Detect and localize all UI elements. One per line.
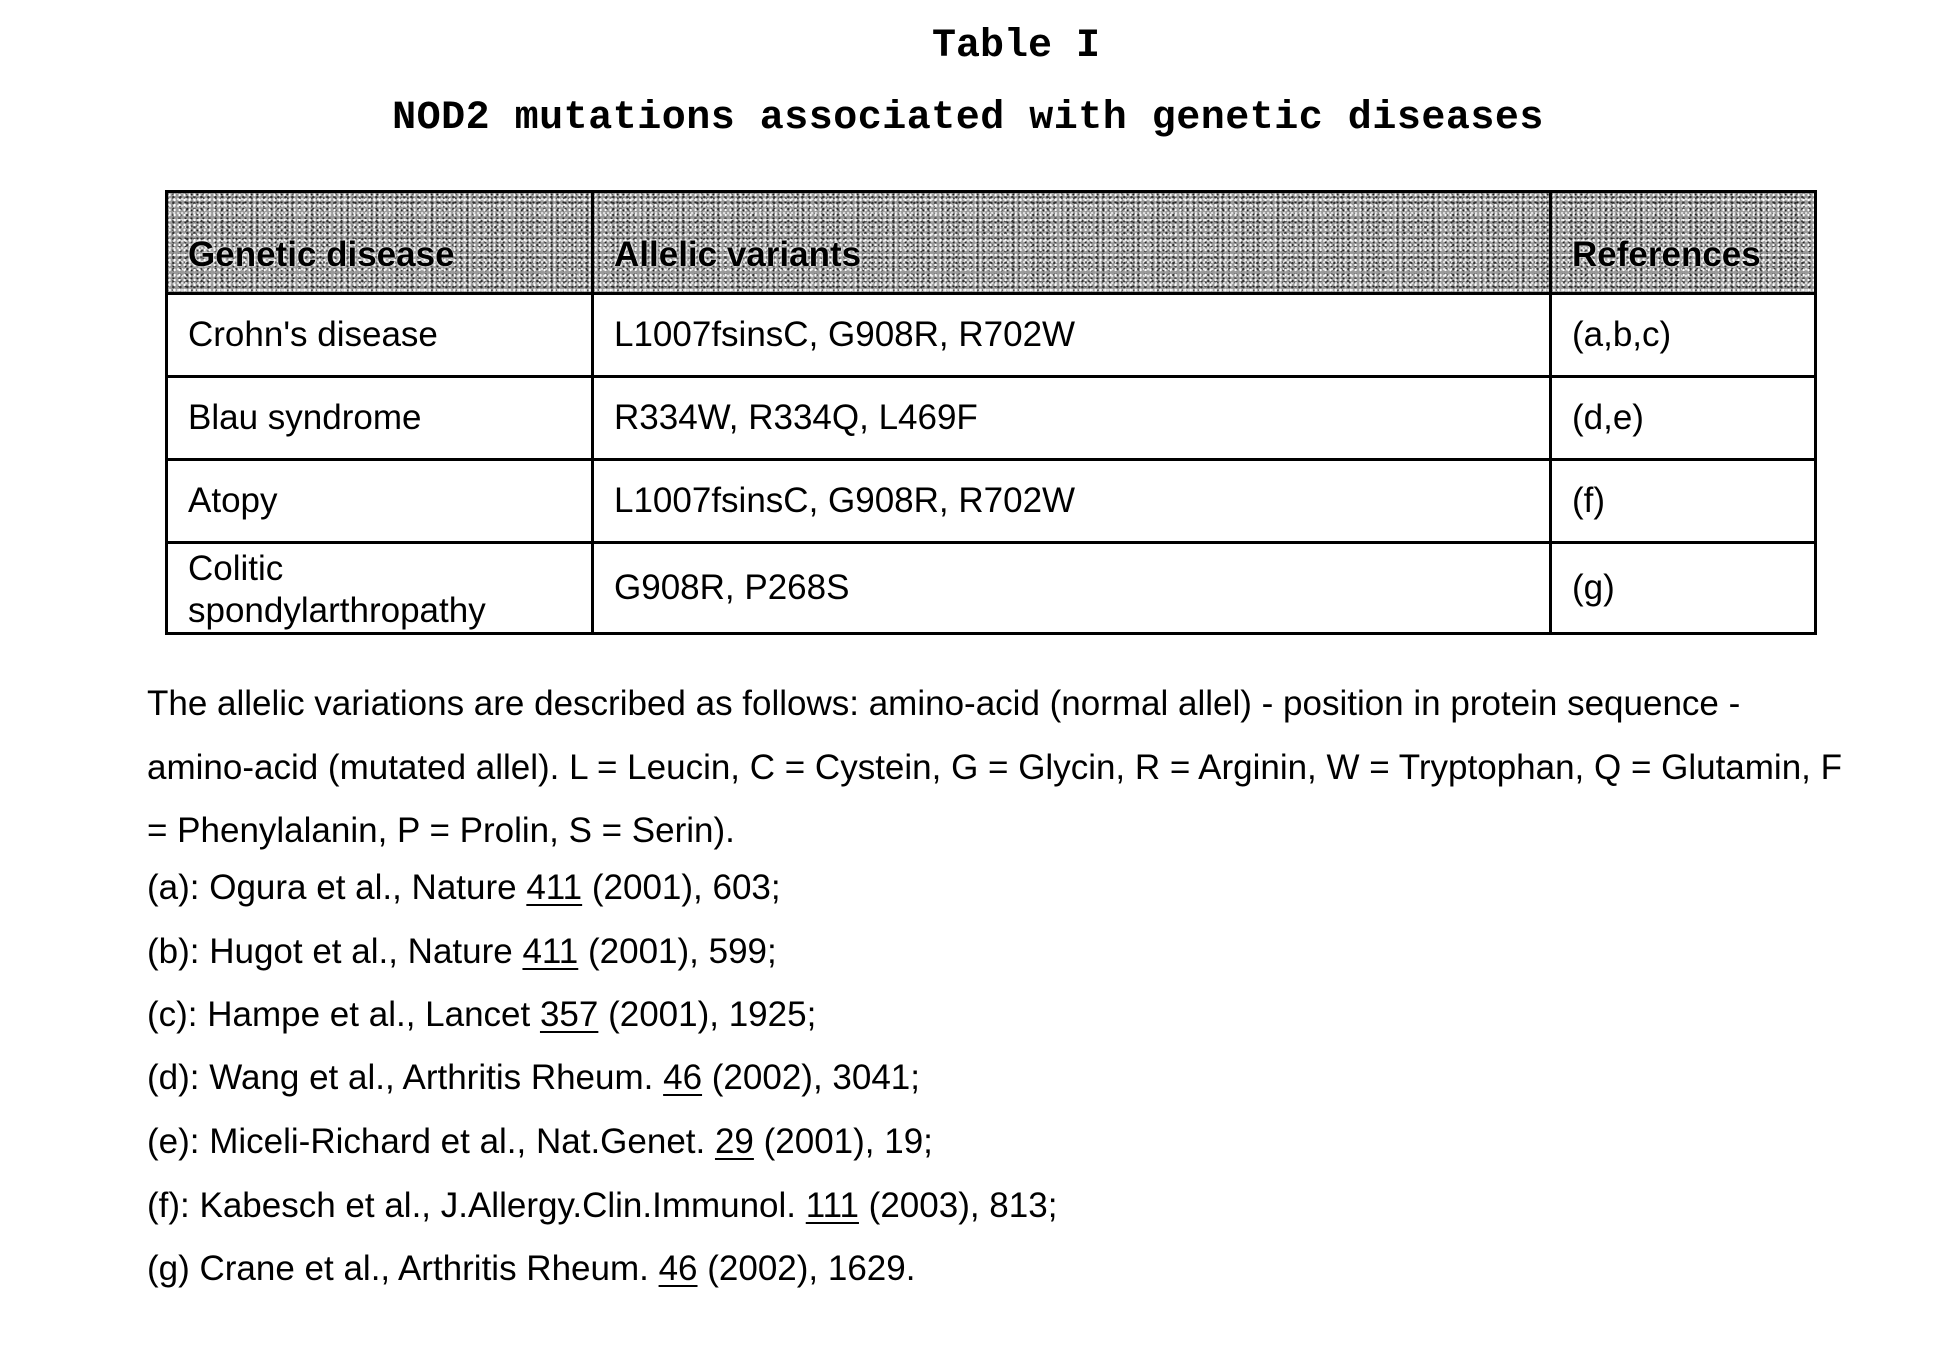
ref-text: (2001), 19; — [753, 1122, 933, 1161]
ref-volume: 46 — [658, 1249, 698, 1288]
ref-volume: 411 — [526, 868, 583, 907]
table-subtitle: NOD2 mutations associated with genetic diseases — [392, 96, 1544, 141]
ref-volume: 29 — [714, 1122, 754, 1161]
ref-volume: 111 — [805, 1186, 859, 1225]
ref-text: (b): Hugot et al., Nature — [147, 932, 523, 971]
reference-c — [147, 995, 816, 1035]
disease-line-1: Colitic — [188, 549, 284, 588]
ref-text: (e): Miceli-Richard et al., Nat.Genet. — [147, 1122, 715, 1161]
ref-text: (a): Ogura et al., Nature — [147, 868, 527, 907]
mutations-table — [165, 190, 1817, 635]
reference-g — [147, 1249, 915, 1289]
reference-f — [147, 1186, 1057, 1226]
header-references: References — [1551, 192, 1816, 294]
reference-a — [147, 868, 781, 908]
table-row — [167, 543, 1816, 634]
ref-text: (g) Crane et al., Arthritis Rheum. — [147, 1249, 659, 1288]
header-allelic-variants: Allelic variants — [593, 192, 1551, 294]
cell-disease: Atopy — [167, 460, 593, 543]
cell-disease: Crohn's disease — [167, 294, 593, 377]
ref-text: (2001), 603; — [582, 868, 781, 907]
cell-disease: Blau syndrome — [167, 377, 593, 460]
cell-variants: L1007fsinsC, G908R, R702W — [593, 294, 1551, 377]
ref-text: (2002), 3041; — [702, 1058, 920, 1097]
ref-text: (2003), 813; — [858, 1186, 1058, 1225]
ref-text: (c): Hampe et al., Lancet — [147, 995, 540, 1034]
table-title: Table I — [931, 24, 1101, 69]
cell-refs: (a,b,c) — [1551, 294, 1816, 377]
ref-text: (2001), 599; — [578, 932, 777, 971]
ref-text: (d): Wang et al., Arthritis Rheum. — [147, 1058, 664, 1097]
cell-refs: (g) — [1551, 543, 1816, 634]
table-row — [167, 460, 1816, 543]
table-header-row — [167, 192, 1816, 294]
cell-refs: (f) — [1551, 460, 1816, 543]
reference-d — [147, 1058, 920, 1098]
ref-text: (2002), 1629. — [697, 1249, 916, 1288]
cell-variants: G908R, P268S — [593, 543, 1551, 634]
table-row — [167, 294, 1816, 377]
ref-volume: 411 — [522, 932, 579, 971]
ref-text: (2001), 1925; — [598, 995, 817, 1034]
ref-text: (f): Kabesch et al., J.Allergy.Clin.Immunol. — [147, 1186, 806, 1225]
disease-line-2: spondylarthropathy — [188, 591, 486, 630]
description-paragraph: The allelic variations are described as follows: amino-acid (normal allel) - position in protein sequence - amino-acid (mutated allel). L = Leucin, C = Cystein, G = Glycin, R = Arginin, W = Tryptophan, Q = Glutamin, F = Phenylalanin, P = Prolin, S = Serin). — [147, 684, 1842, 850]
header-genetic-disease: Genetic disease — [167, 192, 593, 294]
table-row — [167, 377, 1816, 460]
reference-b — [147, 932, 777, 972]
cell-disease — [167, 543, 593, 634]
reference-e — [147, 1122, 933, 1162]
cell-variants: R334W, R334Q, L469F — [593, 377, 1551, 460]
cell-variants: L1007fsinsC, G908R, R702W — [593, 460, 1551, 543]
cell-refs: (d,e) — [1551, 377, 1816, 460]
ref-volume: 357 — [539, 995, 599, 1034]
ref-volume: 46 — [663, 1058, 703, 1097]
